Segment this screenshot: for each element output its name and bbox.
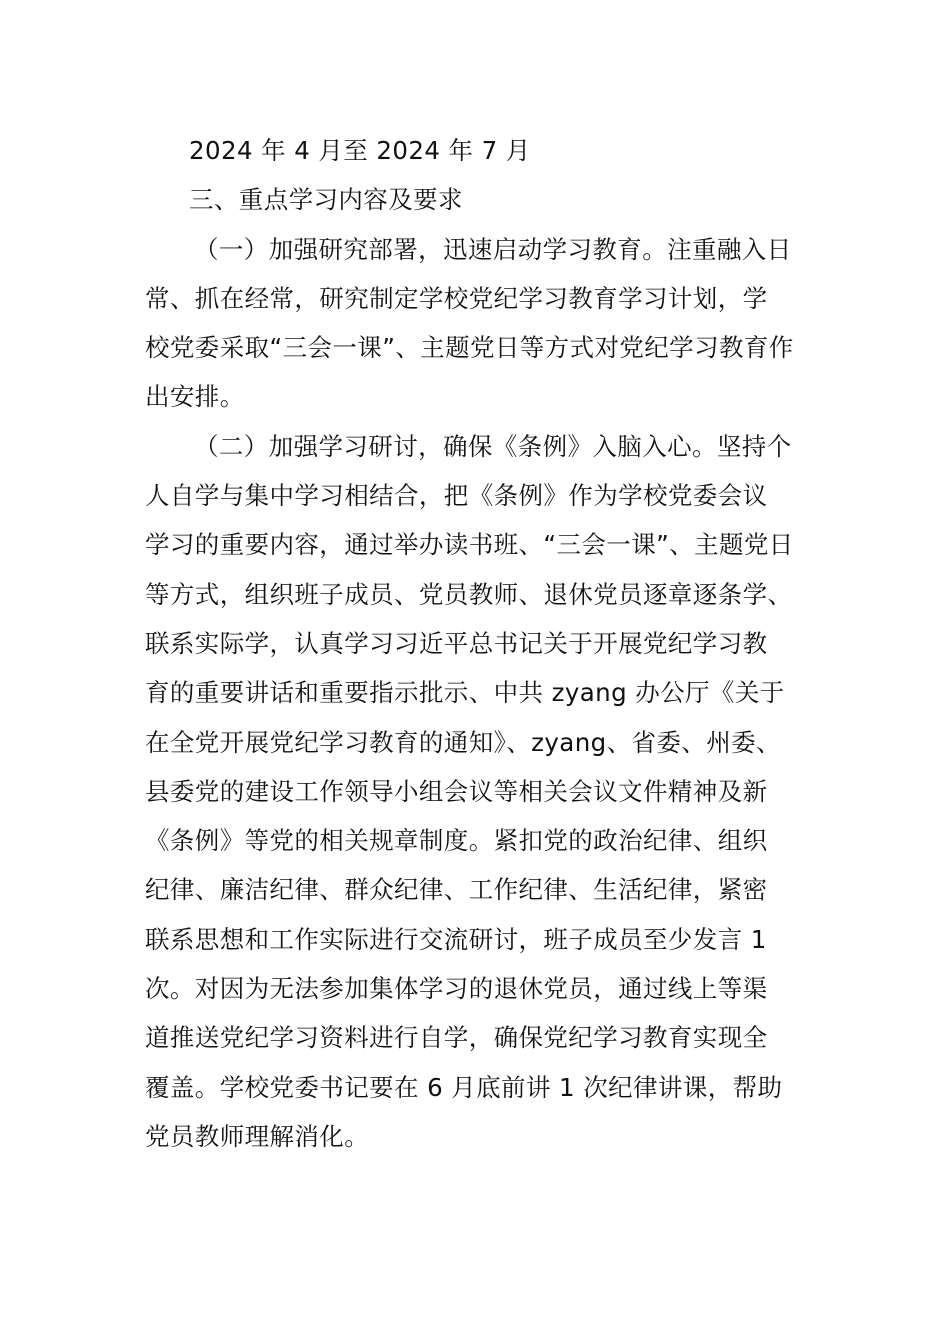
text-line: 三、重点学习内容及要求 xyxy=(189,185,463,215)
text-line: 在全党开展党纪学习教育的通知》、zyang、省委、州委、 xyxy=(145,727,781,757)
text-line: 县委党的建设工作领导小组会议等相关会议文件精神及新 xyxy=(145,776,768,806)
text-line: 常、抓在经常，研究制定学校党纪学习教育学习计划，学 xyxy=(145,283,768,313)
text-line: 联系思想和工作实际进行交流研讨，班子成员至少发言 1 xyxy=(145,924,767,954)
text-line: 学习的重要内容，通过举办读书班、“三会一课”、主题党日 xyxy=(145,530,794,560)
text-line: 纪律、廉洁纪律、群众纪律、工作纪律、生活纪律，紧密 xyxy=(145,875,768,905)
text-line: 校党委采取“三会一课”、主题党日等方式对党纪学习教育作 xyxy=(145,333,794,363)
text-line: 等方式，组织班子成员、党员教师、退休党员逐章逐条学、 xyxy=(145,579,793,609)
document-body xyxy=(145,126,805,1161)
text-line: 道推送党纪学习资料进行自学，确保党纪学习教育实现全 xyxy=(145,1023,768,1053)
text-line: 人自学与集中学习相结合，把《条例》作为学校党委会议 xyxy=(145,481,768,511)
text-line: 联系实际学，认真学习习近平总书记关于开展党纪学习教 xyxy=(145,628,768,658)
text-line: 出安排。 xyxy=(145,382,245,412)
paragraph-item-1 xyxy=(145,225,805,422)
period-line xyxy=(145,126,805,175)
section-heading xyxy=(145,175,805,224)
text-line: 《条例》等党的相关规章制度。紧扣党的政治纪律、组织 xyxy=(145,826,768,856)
text-line: 育的重要讲话和重要指示批示、中共 zyang 办公厅《关于 xyxy=(145,678,785,708)
paragraph-item-2 xyxy=(145,422,805,1161)
text-line: （一）加强研究部署，迅速启动学习教育。注重融入日 xyxy=(194,234,792,264)
text-line: 覆盖。学校党委书记要在 6 月底前讲 1 次纪律讲课，帮助 xyxy=(145,1072,783,1102)
text-line: 2024 年 4 月至 2024 年 7 月 xyxy=(189,136,531,165)
text-line: （二）加强学习研讨，确保《条例》入脑入心。坚持个 xyxy=(194,431,792,461)
text-line: 次。对因为无法参加集体学习的退休党员，通过线上等渠 xyxy=(145,974,768,1004)
text-line: 党员教师理解消化。 xyxy=(145,1121,370,1151)
